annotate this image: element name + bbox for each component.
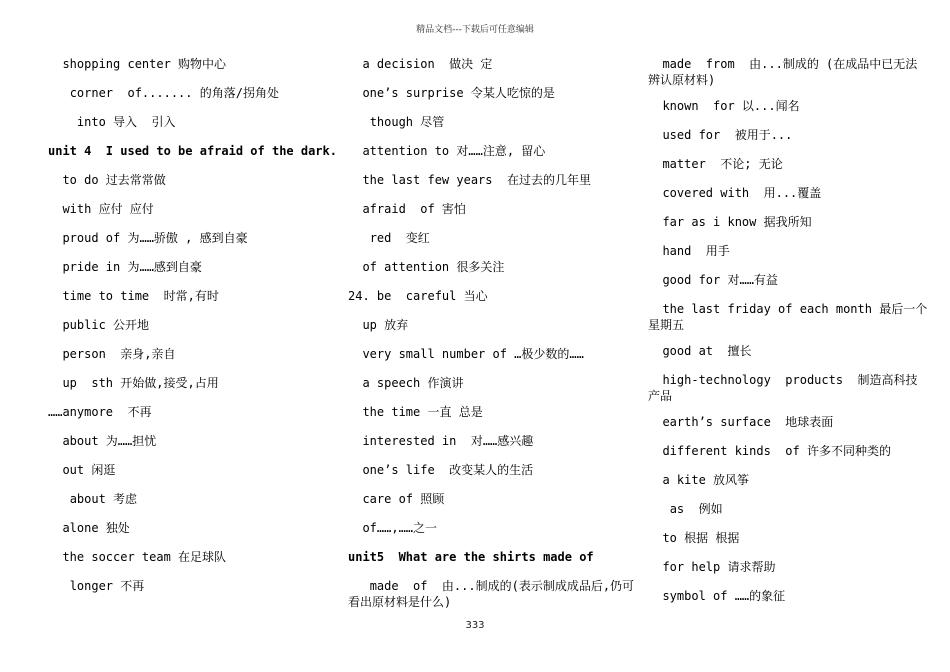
vocab-entry: the soccer team 在足球队 — [48, 550, 227, 564]
vocab-entry: different kinds of 许多不同种类的 — [648, 444, 891, 458]
vocab-entry: shopping center 购物中心 — [48, 57, 227, 71]
vocab-entry: good for 对……有益 — [648, 273, 778, 287]
vocab-entry: interested in 对……感兴趣 — [348, 434, 534, 448]
vocab-entry: to do 过去常常做 — [48, 173, 166, 187]
unit-heading: unit5 What are the shirts made of — [348, 550, 594, 564]
vocab-entry: up 放弃 — [348, 318, 409, 332]
vocab-entry: up sth 开始做,接受,占用 — [48, 376, 219, 390]
page-header: 精品文档---下载后可任意编辑 — [416, 25, 534, 35]
page-number: 333 — [465, 620, 485, 631]
vocab-entry: symbol of ……的象征 — [648, 589, 786, 603]
vocab-entry: attention to 对……注意, 留心 — [348, 144, 546, 158]
vocab-entry: with 应付 应付 — [48, 202, 154, 216]
vocab-entry: red 变红 — [348, 231, 430, 245]
vocab-entry: a decision 做决 定 — [348, 57, 493, 71]
vocab-entry: far as i know 据我所知 — [648, 215, 812, 229]
vocab-entry: one’s life 改变某人的生活 — [348, 463, 534, 477]
vocab-entry: matter 不论; 无论 — [648, 157, 783, 171]
vocab-entry: of……,……之一 — [348, 521, 438, 535]
vocab-entry: of attention 很多关注 — [348, 260, 505, 274]
vocab-entry: hand 用手 — [648, 244, 730, 258]
vocab-entry: time to time 时常,有时 — [48, 289, 219, 303]
vocab-entry: about 考虑 — [48, 492, 138, 506]
column-left — [48, 56, 338, 607]
vocab-entry: public 公开地 — [48, 318, 150, 332]
vocab-entry: ……anymore 不再 — [48, 405, 152, 419]
vocab-entry: used for 被用于... — [648, 128, 793, 142]
column-right — [648, 56, 928, 617]
vocab-entry: corner of....... 的角落/拐角处 — [48, 86, 279, 100]
vocab-entry: high-technology products 制造高科技产品 — [648, 373, 918, 403]
vocab-entry: 24. be careful 当心 — [348, 289, 488, 303]
vocab-entry: proud of 为……骄傲 , 感到自豪 — [48, 231, 248, 245]
vocab-entry: afraid of 害怕 — [348, 202, 466, 216]
vocab-entry: to 根据 根据 — [648, 531, 740, 545]
vocab-entry: the last few years 在过去的几年里 — [348, 173, 591, 187]
vocab-entry: about 为……担忧 — [48, 434, 157, 448]
vocab-entry: good at 擅长 — [648, 344, 752, 358]
vocab-entry: care of 照顾 — [348, 492, 445, 506]
vocab-entry: a speech 作演讲 — [348, 376, 464, 390]
vocab-entry: the last friday of each month 最后一个星期五 — [648, 302, 928, 332]
vocab-entry: longer 不再 — [48, 579, 145, 593]
vocab-entry: though 尽管 — [348, 115, 445, 129]
vocab-entry: earth’s surface 地球表面 — [648, 415, 834, 429]
vocab-entry: very small number of …极少数的…… — [348, 347, 584, 361]
vocab-entry: out 闲逛 — [48, 463, 116, 477]
vocab-entry: a kite 放风筝 — [648, 473, 750, 487]
vocab-entry: known for 以...闻名 — [648, 99, 800, 113]
vocab-entry: alone 独处 — [48, 521, 130, 535]
vocab-entry: as 例如 — [648, 502, 723, 516]
vocab-entry: made of 由...制成的(表示制成成品后,仍可看出原材料是什么) — [348, 579, 635, 609]
unit-heading: unit 4 I used to be afraid of the dark. — [48, 144, 337, 158]
vocab-entry: person 亲身,亲自 — [48, 347, 176, 361]
vocab-entry: made from 由...制成的 (在成品中已无法辨认原材料) — [648, 57, 918, 87]
vocab-entry: for help 请求帮助 — [648, 560, 776, 574]
vocab-entry: the time 一直 总是 — [348, 405, 483, 419]
vocab-entry: covered with 用...覆盖 — [648, 186, 822, 200]
vocab-entry: into 导入 引入 — [48, 115, 176, 129]
vocab-entry: one’s surprise 令某人吃惊的是 — [348, 86, 555, 100]
vocab-entry: pride in 为……感到自豪 — [48, 260, 202, 274]
column-middle — [348, 56, 640, 620]
